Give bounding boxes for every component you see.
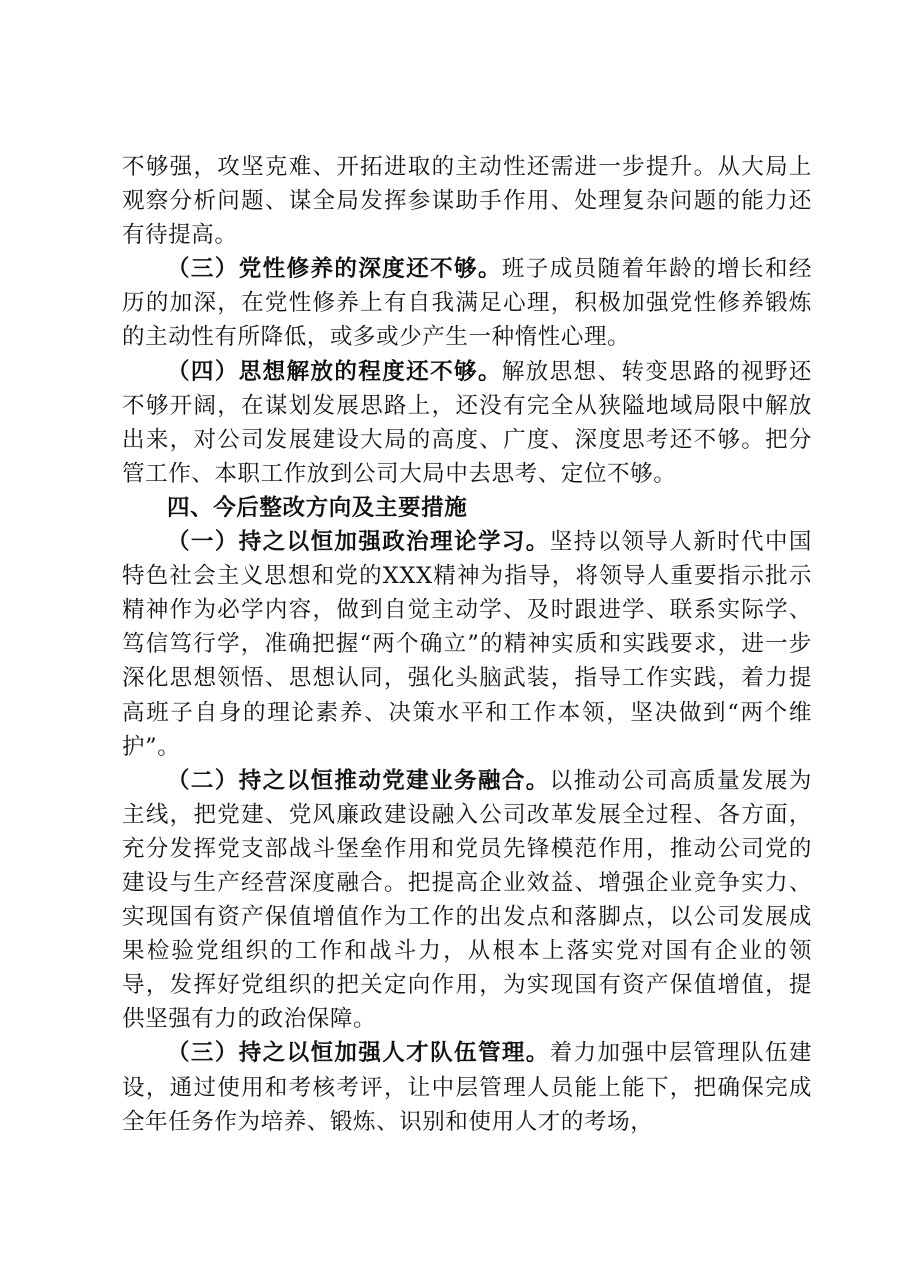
- paragraph-measure-3: [122, 1036, 812, 1138]
- paragraph-measure-1: [122, 525, 812, 764]
- section-heading: 四、今后整改方向及主要措施: [167, 494, 468, 521]
- paragraph-text: 以推动公司高质量发展为主线，把党建、党风廉政建设融入公司改革发展全过程、各方面，充分发挥党支部战斗堡垒作用和党员先锋模范作用，推动公司党的建设与生产经营深度融合。把提高企业效益、增强企业竞争实力、实现国有资产保值增值作为工作的出发点和落脚点，以公司发展成果检验党组织的工作和战斗力，从根本上落实党对国有企业的领导，发挥好党组织的把关定向作用，为实现国有资产保值增值，提供坚强有力的政治保障。: [122, 767, 812, 1033]
- document-body: [122, 150, 812, 1139]
- paragraph-lead: （四）思想解放的程度还不够。: [167, 358, 502, 385]
- paragraph-continuation: [122, 150, 812, 252]
- paragraph-text: 坚持以领导人新时代中国特色社会主义思想和党的XXX精神为指导，将领导人重要指示批示精神作为必学内容，做到自觉主动学、及时跟进学、联系实际学、笃信笃行学，准确把握“两个确立”的精神实质和实践要求，进一步深化思想领悟、思想认同，强化头脑武装，指导工作实践，着力提高班子自身的理论素养、决策水平和工作本领，坚决做到“两个维护”。: [122, 529, 812, 760]
- paragraph-lead: （三）持之以恒加强人才队伍管理。: [167, 1040, 550, 1067]
- paragraph-lead: （二）持之以恒推动党建业务融合。: [167, 767, 550, 794]
- paragraph-text: 不够强，攻坚克难、开拓进取的主动性还需进一步提升。从大局上观察分析问题、谋全局发挥参谋助手作用、处理复杂问题的能力还有待提高。: [122, 154, 812, 249]
- paragraph-measure-2: [122, 764, 812, 1037]
- paragraph-issue-4: [122, 355, 812, 491]
- paragraph-text: 解放思想、转变思路的视野还不够开阔，在谋划发展思路上，还没有完全从狭隘地域局限中解放出来，对公司发展建设大局的高度、广度、深度思考还不够。把分管工作、本职工作放到公司大局中去思考、定位不够。: [122, 358, 812, 487]
- paragraph-text: 着力加强中层管理队伍建设，通过使用和考核考评，让中层管理人员能上能下，把确保完成全年任务作为培养、锻炼、识别和使用人才的考场，: [122, 1040, 812, 1135]
- paragraph-lead: （三）党性修养的深度还不够。: [167, 256, 502, 283]
- paragraph-issue-3: [122, 252, 812, 354]
- paragraph-text: 班子成员随着年龄的增长和经历的加深，在党性修养上有自我满足心理，积极加强党性修养锻炼的主动性有所降低，或多或少产生一种惰性心理。: [122, 256, 812, 351]
- paragraph-lead: （一）持之以恒加强政治理论学习。: [167, 529, 550, 556]
